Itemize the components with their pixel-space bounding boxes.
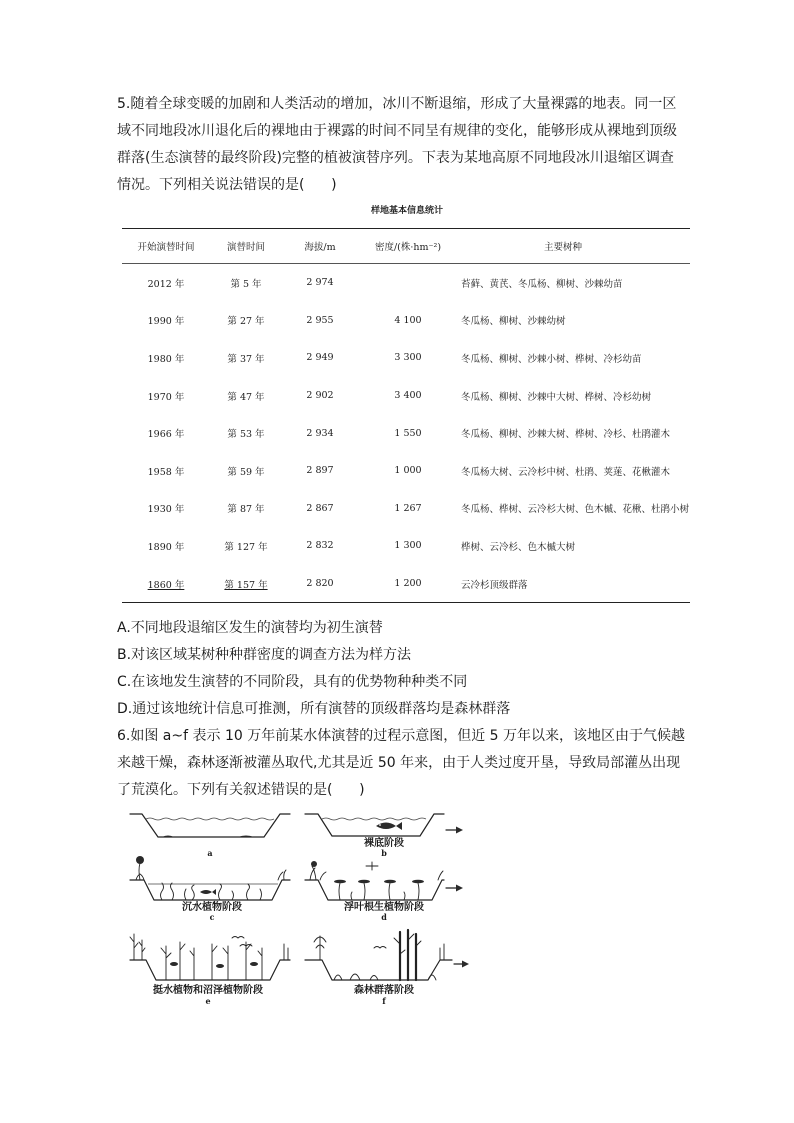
header-species: 主要树种 [458, 229, 690, 264]
arrow-head-icon [456, 827, 463, 834]
question-5-line: 域不同地段冰川退化后的裸地由于裸露的时间不同呈有规律的变化，能够形成从裸地到顶级 [117, 123, 677, 139]
altitude-cell: 2 897 [306, 465, 334, 477]
water-surface [146, 818, 274, 820]
duration-cell: 第 59 年 [227, 466, 265, 478]
panel-letter: d [381, 912, 387, 922]
basin-outline [305, 880, 444, 900]
fish-icon [200, 889, 216, 895]
start-cell: 1990 年 [147, 316, 185, 328]
panel-letter: c [209, 912, 215, 922]
option-c: C.在该地发生演替的不同阶段，具有的优势物种种类不同 [117, 674, 468, 690]
panel-letter: b [381, 848, 387, 858]
altitude-cell: 2 949 [306, 352, 334, 364]
altitude-cell: 2 974 [306, 277, 334, 289]
duration-cell: 第 27 年 [227, 316, 265, 328]
leaf-stems [339, 883, 419, 900]
question-5-stem [117, 91, 677, 199]
panel-d [305, 861, 463, 922]
altitude-cell: 2 955 [306, 314, 334, 326]
basin-outline [130, 960, 290, 980]
dragonfly-icon [366, 862, 378, 870]
species-cell: 冬瓜杨、柳树、沙棘小树、桦树、冷杉幼苗 [461, 353, 642, 365]
panel-letter: a [207, 848, 213, 858]
duration-cell: 第 53 年 [227, 429, 265, 441]
plant-cap [136, 856, 144, 864]
marsh-leaves [170, 962, 258, 968]
fish-icon [376, 822, 402, 830]
table-row [122, 490, 690, 528]
table-row [122, 339, 690, 377]
panel-caption: 裸底阶段 [364, 838, 404, 849]
panel-c [130, 856, 290, 922]
altitude-cell: 2 902 [306, 390, 334, 402]
density-cell: 1 200 [358, 565, 458, 603]
table-header [122, 229, 690, 264]
floating-leaves [334, 880, 424, 884]
bank-tree [314, 936, 326, 960]
altitude-cell: 2 867 [306, 502, 334, 514]
panel-letter: e [205, 996, 211, 1006]
option-a: A.不同地段退缩区发生的演替均为初生演替 [117, 620, 383, 636]
altitude-cell: 2 934 [306, 427, 334, 439]
species-cell: 冬瓜杨、桦树、云冷杉大树、色木槭、花楸、杜鹃小树 [461, 504, 690, 516]
panel-caption: 森林群落阶段 [354, 985, 414, 996]
table-row [122, 264, 690, 302]
fish-eye [379, 824, 381, 826]
start-cell: 1930 年 [147, 504, 185, 516]
question-6-line: 了荒漠化。下列有关叙述错误的是( ) [117, 782, 365, 798]
bird-icon [374, 947, 386, 949]
duration-cell: 第 87 年 [227, 504, 265, 516]
basin-outline [305, 814, 444, 836]
option-b: B.对该区域某树种种群密度的调查方法为样方法 [117, 647, 412, 663]
header-altitude: 海拔/m [282, 229, 358, 264]
header-start: 开始演替时间 [122, 229, 210, 264]
question-5-line: 情况。下列相关说法错误的是( ) [117, 177, 337, 193]
panel-b [305, 814, 463, 858]
table-row [122, 565, 690, 603]
plant-cap [311, 861, 317, 867]
emergent-plants [161, 942, 262, 980]
table-caption: 样地基本信息统计 [370, 206, 443, 216]
start-cell: 1958 年 [147, 466, 185, 478]
species-cell: 桦树、云冷杉、色木槭大树 [461, 541, 576, 553]
table-row [122, 452, 690, 490]
basin-outline [130, 880, 290, 900]
duration-cell: 第 5 年 [230, 278, 262, 290]
density-cell: 1 300 [394, 540, 422, 552]
bird-icon [232, 937, 252, 947]
table-row [122, 527, 690, 565]
start-cell: 1860 年 [122, 565, 210, 603]
table-row [122, 302, 690, 340]
header-row [122, 229, 690, 264]
question-5-line: 5.随着全球变暖的加剧和人类活动的增加，冰川不断退缩，形成了大量裸露的地表。同一区 [117, 96, 677, 112]
density-cell: 3 400 [394, 390, 422, 402]
duration-cell: 第 47 年 [227, 391, 265, 403]
density-cell: 1 000 [394, 465, 422, 477]
water-surface [322, 818, 426, 820]
density-cell: 4 100 [394, 314, 422, 326]
start-cell: 2012 年 [147, 278, 185, 290]
start-cell: 1890 年 [147, 541, 185, 553]
species-cell: 冬瓜杨大树、云冷杉中树、杜鹃、荚蒾、花楸灌木 [461, 466, 671, 478]
duration-cell: 第 157 年 [210, 565, 282, 603]
density-cell: 3 300 [394, 352, 422, 364]
panel-caption: 沉水植物阶段 [182, 902, 242, 913]
altitude-cell: 2 820 [282, 565, 358, 603]
bank-plant [278, 870, 286, 880]
table-row [122, 377, 690, 415]
panel-caption: 挺水植物和沼泽植物阶段 [153, 985, 263, 996]
shrubs [334, 974, 436, 980]
panel-e [130, 934, 290, 1006]
species-cell: 冬瓜杨、柳树、沙棘中大树、桦树、冷杉幼树 [461, 391, 652, 403]
arrow-head-icon [462, 961, 469, 968]
bank-plant [310, 866, 326, 880]
question-5-line: 群落(生态演替的最终阶段)完整的植被演替序列。下表为某地高原不同地段冰川退缩区调查 [117, 150, 674, 166]
option-d: D.通过该地统计信息可推测，所有演替的顶级群落均是森林群落 [117, 701, 511, 717]
density-cell: 1 267 [394, 502, 422, 514]
species-cell: 冬瓜杨、柳树、沙棘大树、桦树、冷杉、杜鹃灌木 [461, 429, 671, 441]
basin-outline [130, 814, 290, 837]
tree-trunks [400, 930, 416, 980]
table-body [122, 264, 690, 603]
density-cell [358, 264, 458, 302]
panel-caption: 浮叶根生植物阶段 [344, 902, 424, 913]
start-cell: 1970 年 [147, 391, 185, 403]
start-cell: 1980 年 [147, 353, 185, 365]
panel-letter: f [382, 996, 386, 1006]
bank-plant [440, 944, 444, 960]
bank-plant [438, 871, 443, 880]
header-density: 密度/(株·hm⁻²) [358, 229, 458, 264]
question-5-options [117, 615, 685, 804]
species-cell: 冬瓜杨、柳树、沙棘幼树 [461, 316, 566, 328]
start-cell: 1966 年 [147, 429, 185, 441]
bank-plant [130, 934, 145, 960]
plot-info-table [122, 228, 690, 603]
table-row [122, 414, 690, 452]
species-cell: 云冷杉顶级群落 [458, 565, 690, 603]
bank-plant [284, 944, 288, 960]
panel-f [305, 930, 469, 1006]
header-duration: 演替时间 [210, 229, 282, 264]
species-cell: 苔藓、黄芪、冬瓜杨、柳树、沙棘幼苗 [461, 278, 623, 290]
altitude-cell: 2 832 [306, 540, 334, 552]
question-6-line: 6.如图 a~f 表示 10 万年前某水体演替的过程示意图，但近 5 万年以来，该地区由于气候越 [117, 728, 686, 744]
question-6-line: 来越干燥，森林逐渐被灌丛取代,尤其是近 50 年来，由于人类过度开垦，导致局部灌丛出现 [117, 755, 681, 771]
duration-cell: 第 37 年 [227, 353, 265, 365]
duration-cell: 第 127 年 [224, 541, 268, 553]
bank-plant [136, 863, 144, 880]
succession-figure [128, 808, 478, 1008]
panel-a [130, 814, 290, 858]
arrow-head-icon [456, 885, 463, 892]
density-cell: 1 550 [394, 427, 422, 439]
